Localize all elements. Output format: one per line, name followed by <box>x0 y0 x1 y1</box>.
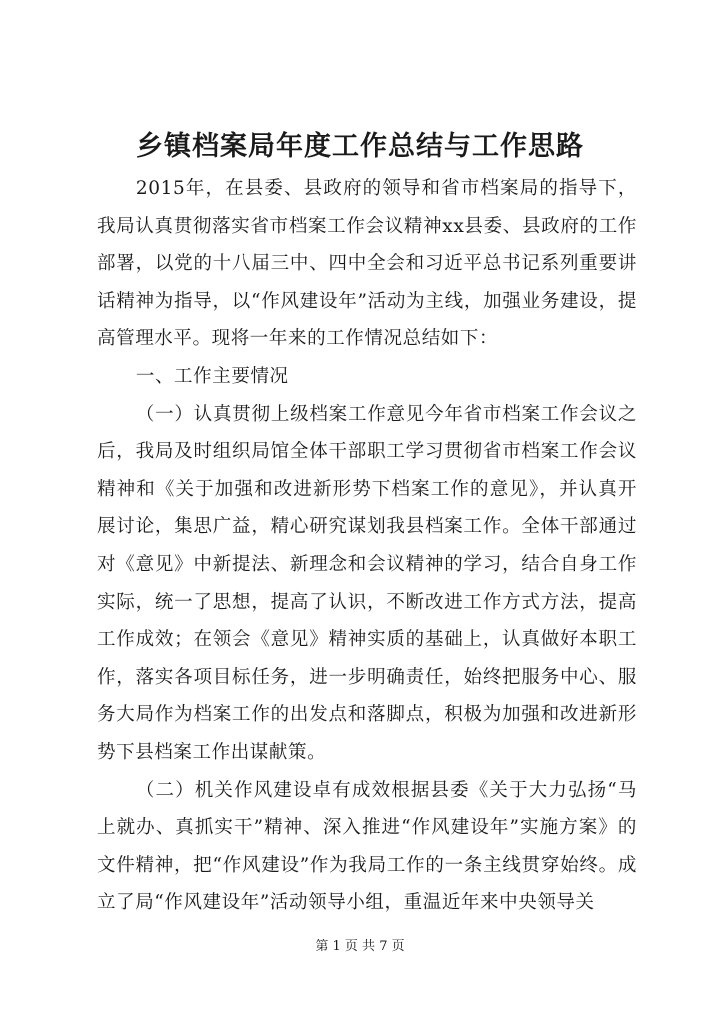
document-title: 乡镇档案局年度工作总结与工作思路 <box>136 131 584 162</box>
document-body <box>97 170 637 922</box>
paragraph-intro: 2015年，在县委、县政府的领导和省市档案局的指导下，我局认真贯彻落实省市档案工作会议精神xx县委、县政府的工作部署，以党的十八届三中、四中全会和习近平总书记系列重要讲话精神为指导，以“作风建设年”活动为主线，加强业务建设，提高管理水平。现将一年来的工作情况总结如下： <box>97 178 637 350</box>
page-number-footer: 第 1 页 共 7 页 <box>315 939 405 954</box>
paragraph-section-two: （二）机关作风建设卓有成效根据县委《关于大力弘扬“马上就办、真抓实干”精神、深入推进“作风建设年”实施方案》的文件精神，把“作风建设”作为我局工作的一条主线贯穿始终。成立了局“作风建设年”活动领导小组，重温近年来中央领导关 <box>97 779 637 914</box>
paragraph-section-one: （一）认真贯彻上级档案工作意见今年省市档案工作会议之后，我局及时组织局馆全体干部职工学习贯彻省市档案工作会议精神和《关于加强和改进新形势下档案工作的意见》，并认真开展讨论，集思广益，精心研究谋划我县档案工作。全体干部通过对《意见》中新提法、新理念和会议精神的学习，结合自身工作实际，统一了思想，提高了认识，不断改进工作方式方法，提高工作成效；在领会《意见》精神实质的基础上，认真做好本职工作，落实各项目标任务，进一步明确责任，始终把服务中心、服务大局作为档案工作的出发点和落脚点，积极为加强和改进新形势下县档案工作出谋献策。 <box>97 403 637 763</box>
section-heading-main-work: 一、工作主要情况 <box>135 365 289 387</box>
